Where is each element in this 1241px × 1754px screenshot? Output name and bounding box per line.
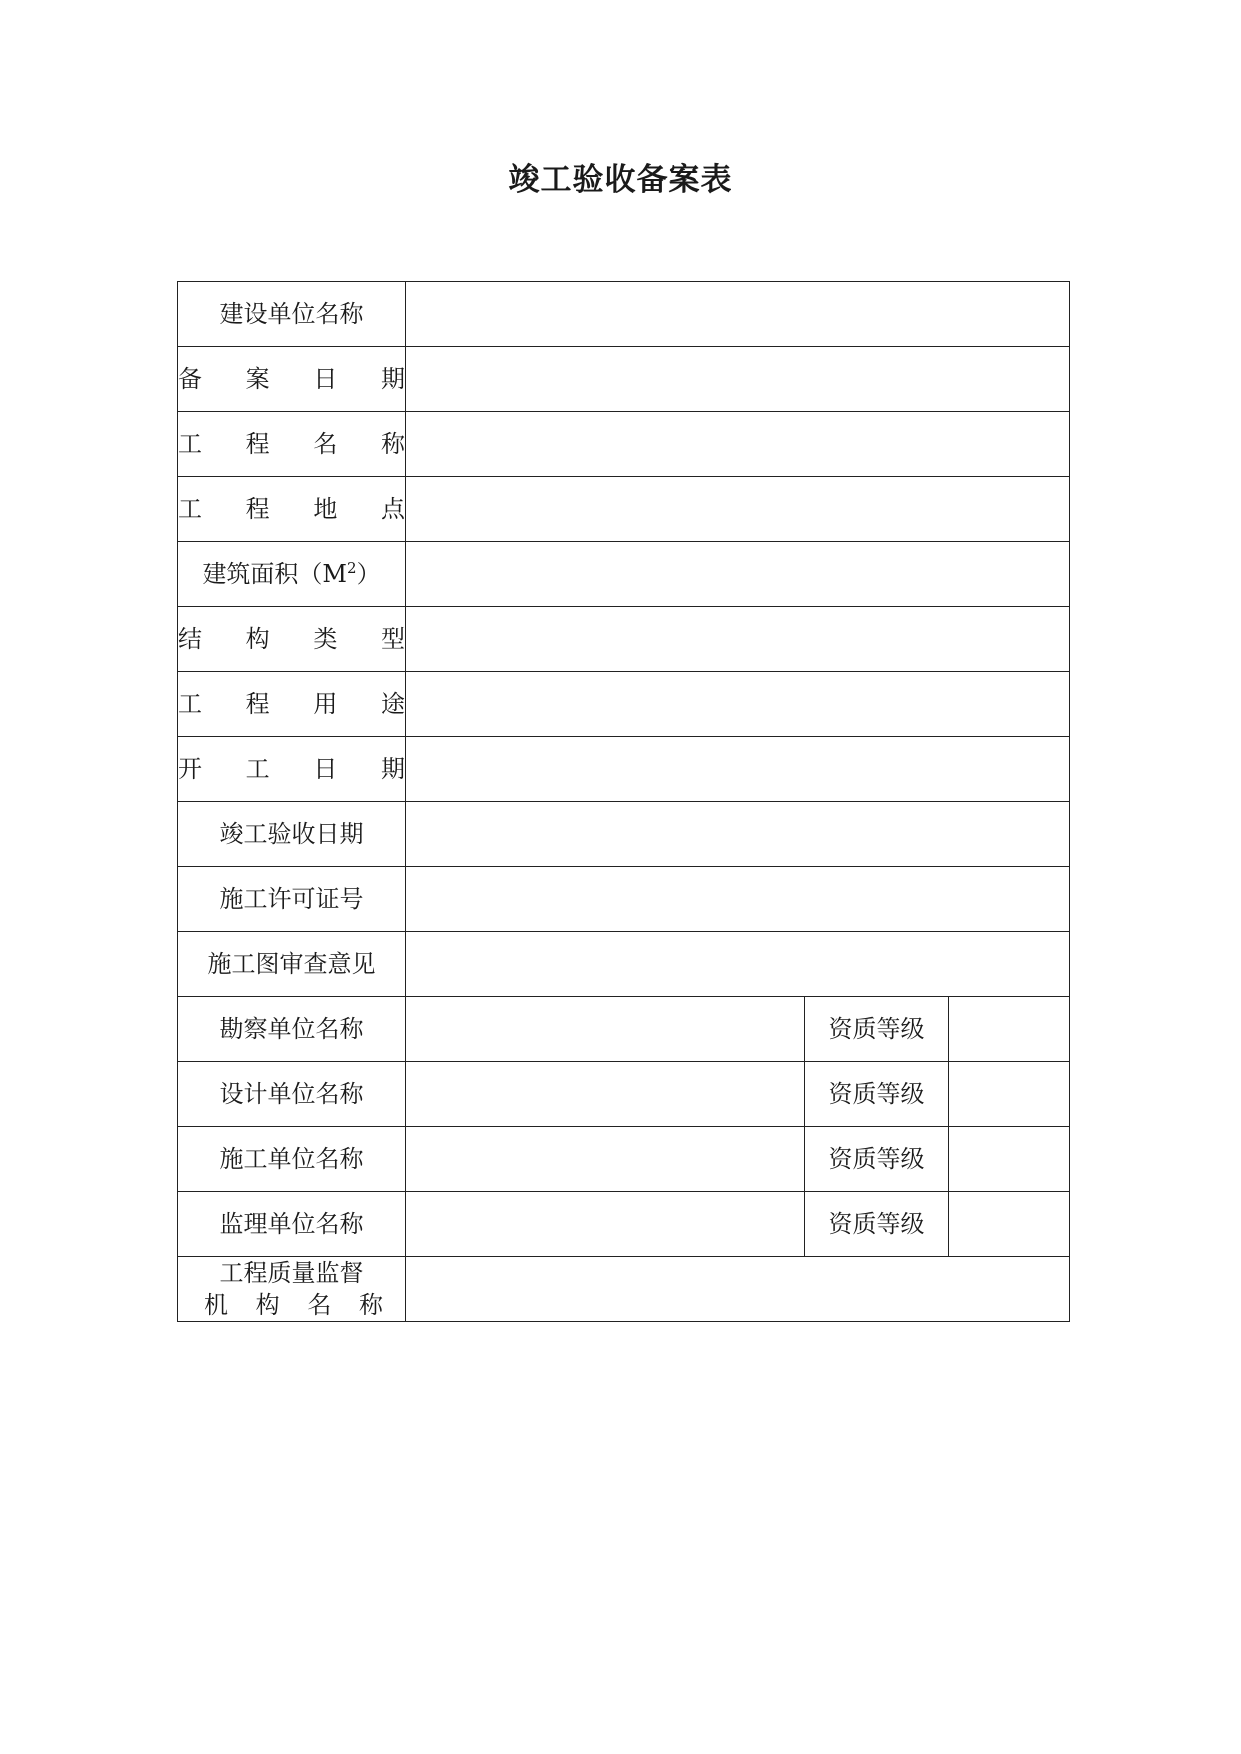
survey-unit-name-label: 勘察单位名称: [178, 997, 406, 1062]
supervision-unit-name-label: 监理单位名称: [178, 1192, 406, 1257]
supervision-unit-qualification-label: 资质等级: [805, 1192, 949, 1257]
structure-type-field[interactable]: [406, 607, 1070, 672]
project-location-field[interactable]: [406, 477, 1070, 542]
table-row: [178, 477, 1070, 542]
table-row: [178, 607, 1070, 672]
survey-unit-qualification-label: 资质等级: [805, 997, 949, 1062]
project-location-label: 工 程 地 点: [178, 477, 406, 542]
design-unit-name-label: 设计单位名称: [178, 1062, 406, 1127]
construction-contractor-name-label: 施工单位名称: [178, 1127, 406, 1192]
table-row: [178, 997, 1070, 1062]
completion-acceptance-date-field[interactable]: [406, 802, 1070, 867]
structure-type-label: 结 构 类 型: [178, 607, 406, 672]
start-date-field[interactable]: [406, 737, 1070, 802]
project-use-label: 工 程 用 途: [178, 672, 406, 737]
completion-acceptance-date-label: 竣工验收日期: [178, 802, 406, 867]
table-row: [178, 347, 1070, 412]
quality-supervision-agency-field[interactable]: [406, 1257, 1070, 1322]
drawing-review-opinion-label: 施工图审查意见: [178, 932, 406, 997]
quality-supervision-agency-label-line2: 机 构 名 称: [204, 1291, 383, 1319]
survey-unit-name-field[interactable]: [406, 997, 805, 1062]
building-area-field[interactable]: [406, 542, 1070, 607]
construction-permit-number-field[interactable]: [406, 867, 1070, 932]
supervision-unit-qualification-field[interactable]: [949, 1192, 1070, 1257]
table-row: [178, 1127, 1070, 1192]
construction-contractor-qualification-label: 资质等级: [805, 1127, 949, 1192]
drawing-review-opinion-field[interactable]: [406, 932, 1070, 997]
start-date-label: 开 工 日 期: [178, 737, 406, 802]
table-row: [178, 282, 1070, 347]
project-name-field[interactable]: [406, 412, 1070, 477]
construction-permit-number-label: 施工许可证号: [178, 867, 406, 932]
filing-date-field[interactable]: [406, 347, 1070, 412]
table-row: [178, 1192, 1070, 1257]
design-unit-qualification-field[interactable]: [949, 1062, 1070, 1127]
construction-contractor-qualification-field[interactable]: [949, 1127, 1070, 1192]
table-row: [178, 542, 1070, 607]
table-row: [178, 1062, 1070, 1127]
table-row: [178, 672, 1070, 737]
survey-unit-qualification-field[interactable]: [949, 997, 1070, 1062]
quality-supervision-agency-label-line1: 工程质量监督: [219, 1259, 364, 1287]
project-name-label: 工 程 名 称: [178, 412, 406, 477]
quality-supervision-agency-label: [178, 1257, 406, 1322]
filing-form-table: [177, 281, 1070, 1322]
building-area-label-superscript: 2: [347, 559, 357, 577]
supervision-unit-name-field[interactable]: [406, 1192, 805, 1257]
building-area-label-suffix: ）: [356, 560, 381, 588]
design-unit-name-field[interactable]: [406, 1062, 805, 1127]
form-title: 竣工验收备案表: [508, 162, 733, 198]
construction-contractor-name-field[interactable]: [406, 1127, 805, 1192]
table-row: [178, 1257, 1070, 1322]
building-area-label: [178, 542, 406, 607]
table-row: [178, 412, 1070, 477]
table-row: [178, 867, 1070, 932]
construction-unit-name-label: 建设单位名称: [178, 282, 406, 347]
filing-date-label: 备 案 日 期: [178, 347, 406, 412]
project-use-field[interactable]: [406, 672, 1070, 737]
table-row: [178, 737, 1070, 802]
construction-unit-name-field[interactable]: [406, 282, 1070, 347]
building-area-label-prefix: 建筑面积（M: [202, 560, 348, 588]
design-unit-qualification-label: 资质等级: [805, 1062, 949, 1127]
table-row: [178, 802, 1070, 867]
table-row: [178, 932, 1070, 997]
